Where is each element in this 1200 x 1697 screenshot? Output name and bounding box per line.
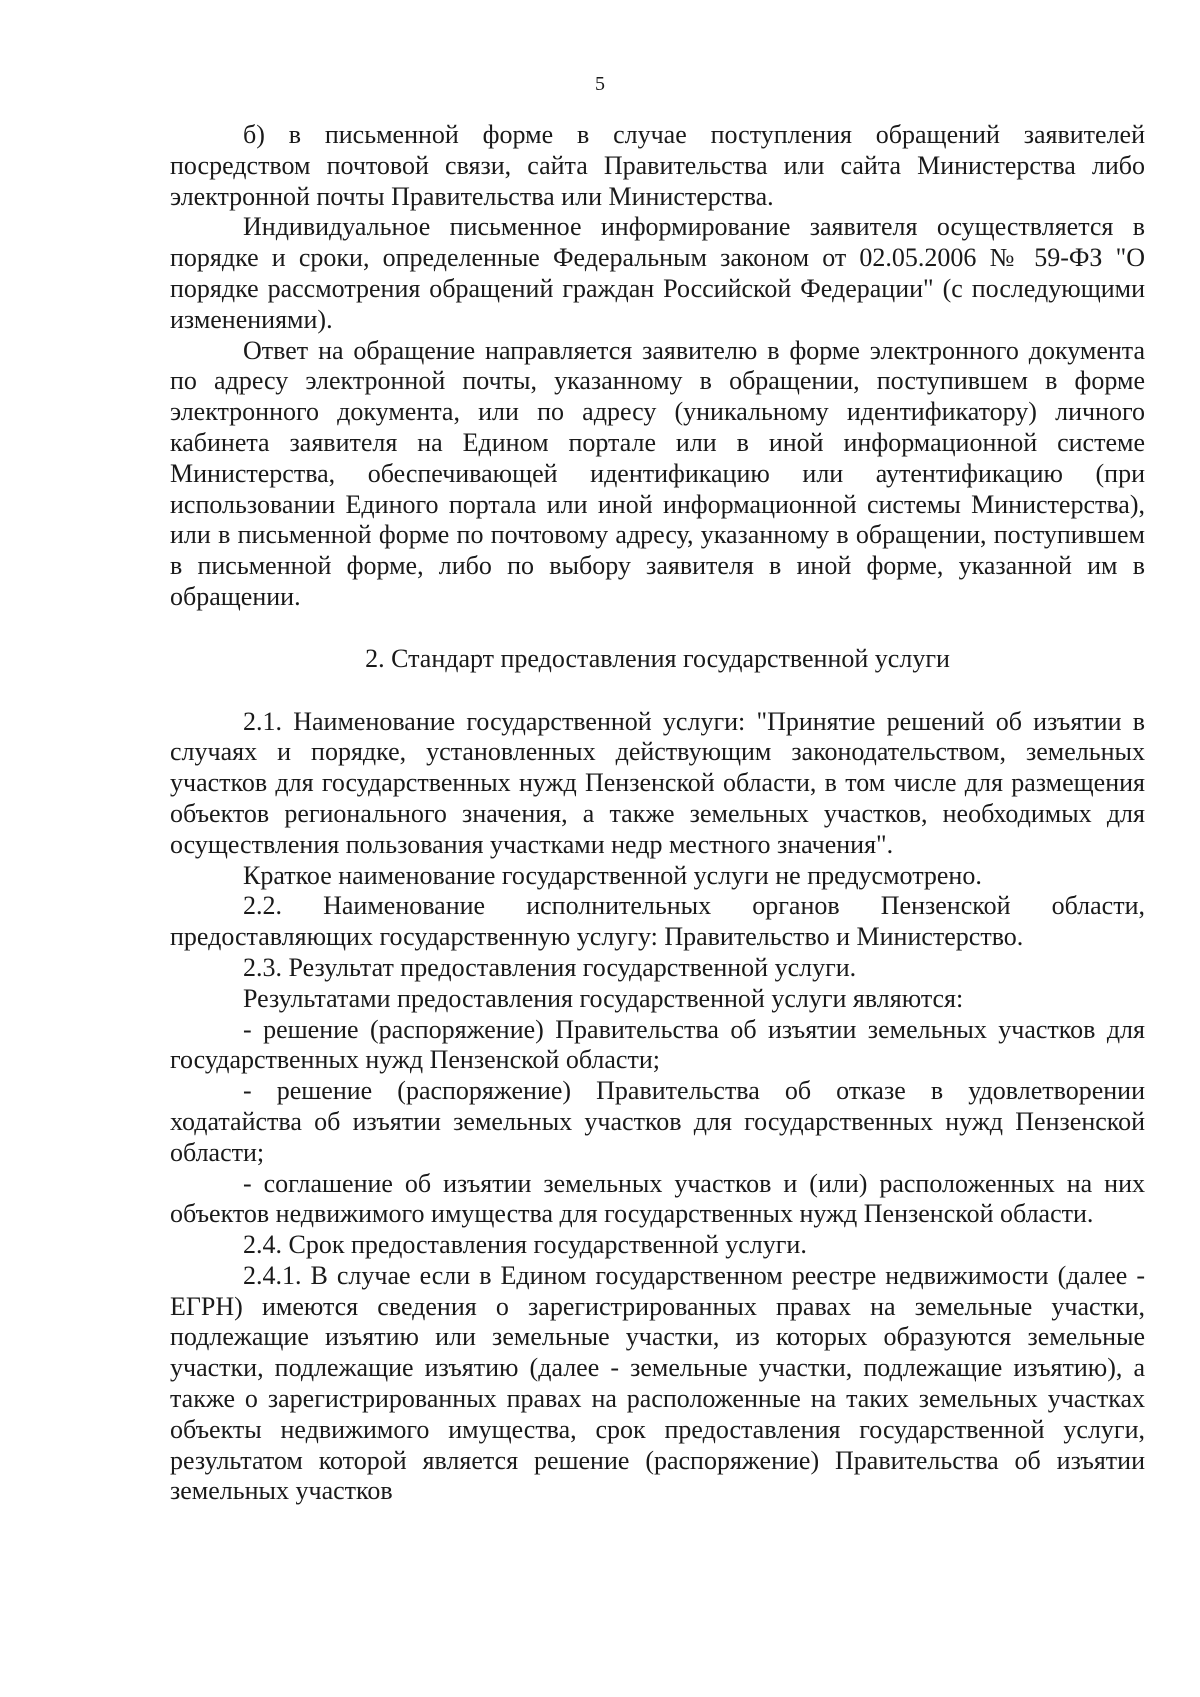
list-item-decision-seizure: - решение (распоряжение) Правительства об изъятии земельных участков для государственных нужд Пензенской области; [170, 1014, 1145, 1075]
paragraph-2-3-result: 2.3. Результат предоставления государственной услуги. [243, 952, 857, 982]
document-body [170, 120, 1145, 1507]
paragraph-2-2-providers: 2.2. Наименование исполнительных органов Пензенской области, предоставляющих государственную услугу: Правительство и Министерство. [170, 891, 1145, 952]
paragraph-results-intro: Результатами предоставления государственной услуги являются: [243, 983, 964, 1013]
paragraph-2-4-1-egrn: 2.4.1. В случае если в Едином государственном реестре недвижимости (далее - ЕГРН) имеются сведения о зарегистрированных правах на земельные участки, подлежащие изъятию или земельные участки, из которых образуются земельные участки, подлежащие изъятию (далее - земельные участки, подлежащие изъятию), а также о зарегистрированных правах на расположенные на таких земельных участках объекты недвижимого имущества, срок предоставления государственной услуги, результатом которой является решение (распоряжение) Правительства об изъятии земельных участков [170, 1260, 1145, 1506]
list-item-agreement: - соглашение об изъятии земельных участков и (или) расположенных на них объектов недвижимого имущества для государственных нужд Пензенской области. [170, 1168, 1145, 1229]
section-heading: 2. Стандарт предоставления государственной услуги [365, 643, 950, 673]
paragraph-2-4-term: 2.4. Срок предоставления государственной услуги. [243, 1230, 807, 1260]
paragraph-written-form: б) в письменной форме в случае поступления обращений заявителей посредством почтовой связи, сайта Правительства или сайта Министерства либо электронной почты Правительства или Министерства. [170, 120, 1145, 211]
paragraph-2-1-service-name: 2.1. Наименование государственной услуги: "Принятие решений об изъятии в случаях и порядке, установленных действующим законодательством, земельных участков для государственных нужд Пензенской области, в том числе для размещения объектов регионального значения, а также земельных участков, необходимых для осуществления пользования участками недр местного значения". [170, 706, 1145, 859]
paragraph-individual-informing: Индивидуальное письменное информирование заявителя осуществляется в порядке и сроки, определенные Федеральным законом от 02.05.2006 № 59-ФЗ "О порядке рассмотрения обращений граждан Российской Федерации" (с последующими изменениями). [170, 212, 1145, 334]
page-number: 5 [595, 73, 605, 95]
paragraph-response-delivery: Ответ на обращение направляется заявителю в форме электронного документа по адресу электронной почты, указанному в обращении, поступившем в форме электронного документа, или по адресу (уникальному идентификатору) личного кабинета заявителя на Едином портале или в иной информационной системе Министерства, обеспечивающей идентификацию или аутентификацию (при использовании Единого портала или иной информационной системы Министерства), или в письменной форме по почтовому адресу, указанному в обращении, поступившем в письменной форме, либо по выбору заявителя в иной форме, указанной им в обращении. [170, 335, 1145, 611]
list-item-decision-refusal: - решение (распоряжение) Правительства об отказе в удовлетворении ходатайства об изъятии земельных участков для государственных нужд Пензенской области; [170, 1076, 1145, 1167]
paragraph-short-name: Краткое наименование государственной услуги не предусмотрено. [243, 860, 982, 890]
